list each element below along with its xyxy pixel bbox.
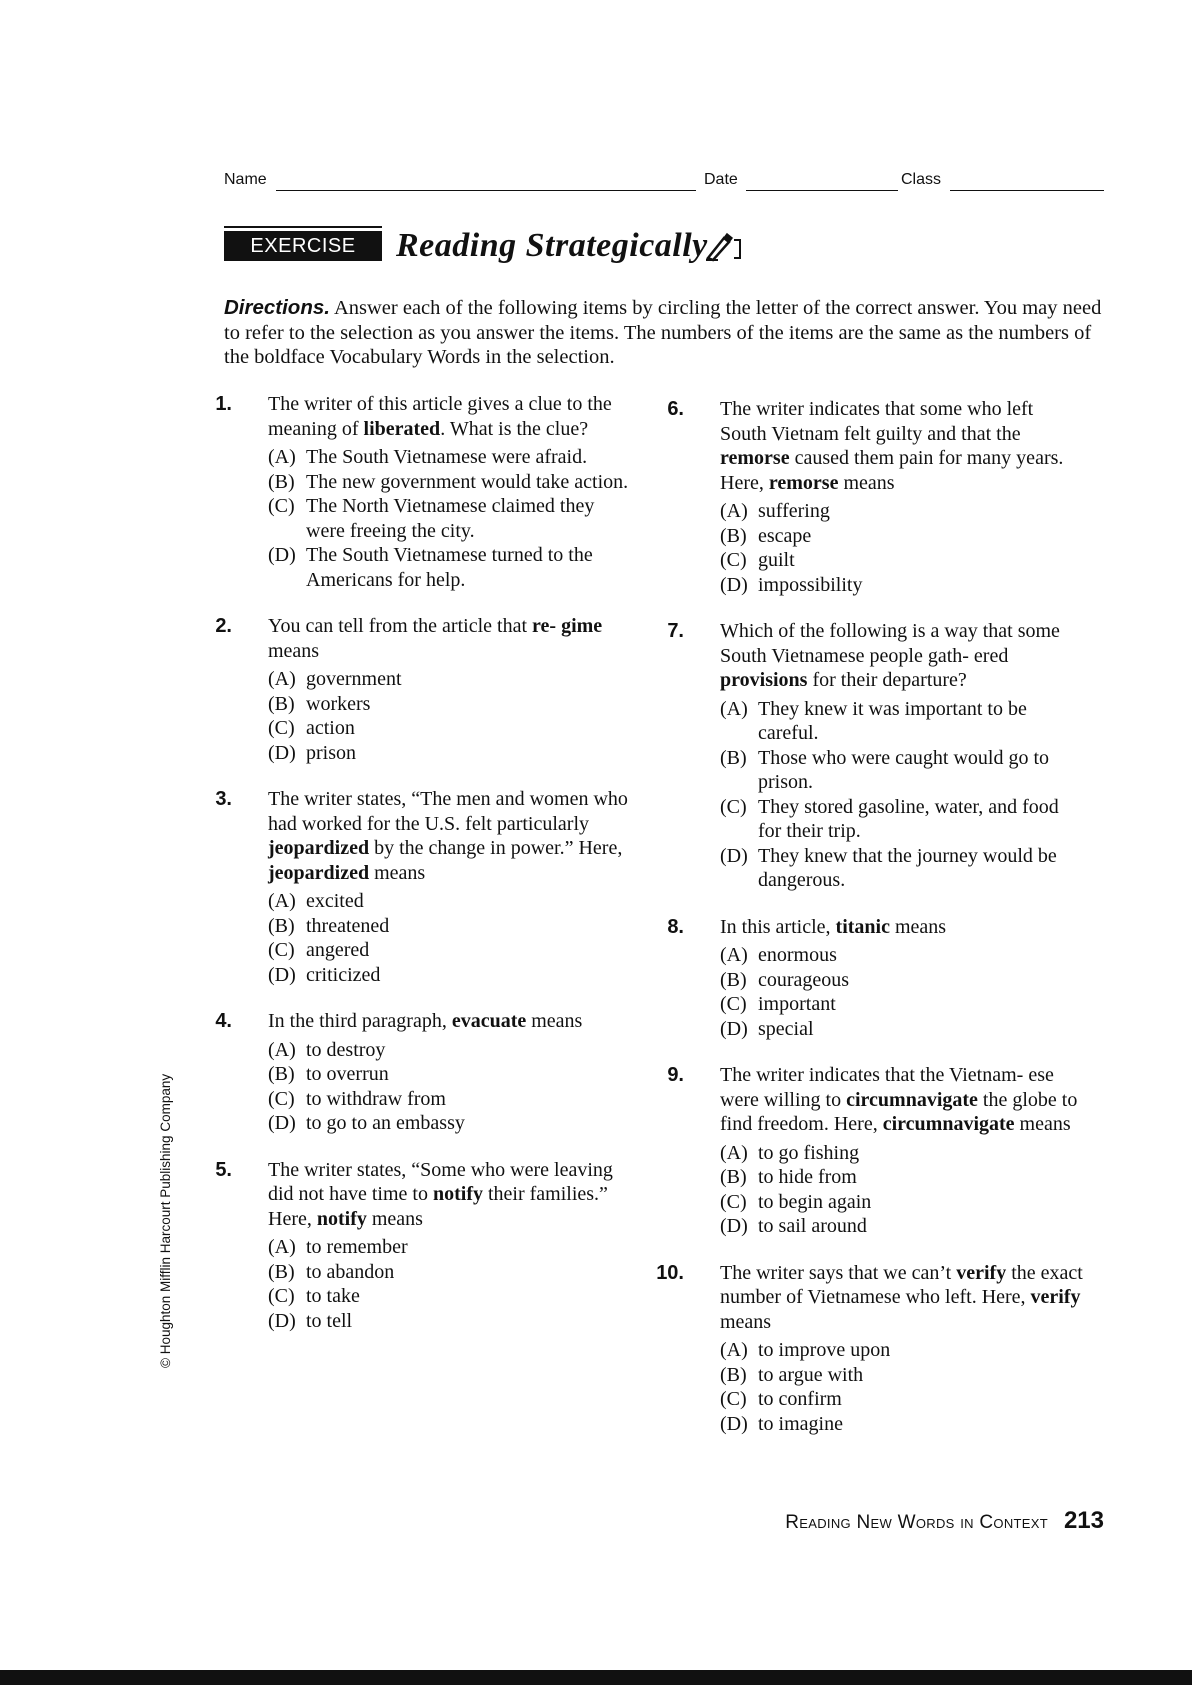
vocabulary-word: notify (432, 1183, 483, 1205)
answer-option[interactable] (268, 1284, 632, 1309)
question-stem (720, 915, 1084, 940)
stem-text: You can tell from the article that (268, 615, 533, 637)
answer-option[interactable] (268, 914, 632, 939)
option-letter[interactable]: (C) (268, 1285, 295, 1307)
answer-option[interactable] (268, 963, 632, 988)
option-text: to remember (306, 1236, 408, 1258)
stem-text: means (366, 1207, 423, 1230)
answer-option[interactable] (268, 741, 632, 766)
option-text: impossibility (758, 573, 863, 596)
option-letter[interactable]: (A) (268, 446, 296, 468)
banner-rule (224, 226, 382, 228)
option-text: They knew that the journey would be dangerous. (758, 844, 1057, 891)
answer-options (268, 889, 632, 987)
stem-text: The writer indicates that the Vietnam- ese were willing to (720, 1064, 1054, 1111)
page-number: 213 (1063, 1507, 1104, 1534)
answer-options (268, 1038, 632, 1136)
option-text: to go to an embassy (306, 1112, 465, 1134)
option-letter[interactable]: (A) (268, 668, 296, 690)
answer-option[interactable] (268, 445, 632, 470)
stem-text: The writer indicates that some who left South Vietnam felt guilty and that the (720, 398, 1034, 445)
answer-option[interactable] (720, 844, 1084, 893)
option-letter[interactable]: (D) (268, 1112, 296, 1134)
option-letter[interactable]: (D) (720, 844, 748, 867)
answer-option[interactable] (268, 716, 632, 741)
question-item (667, 397, 1084, 597)
question-item (215, 787, 632, 987)
answer-option[interactable] (268, 1309, 632, 1334)
stem-text: In the third paragraph, (268, 1010, 452, 1032)
option-text: The South Vietnamese turned to the Americans for help. (306, 544, 593, 591)
option-letter[interactable]: (C) (268, 495, 295, 517)
option-text: to argue with (758, 1363, 864, 1386)
option-text: to abandon (306, 1260, 395, 1283)
option-letter[interactable]: (C) (268, 939, 295, 961)
directions (224, 296, 1114, 370)
option-letter[interactable]: (B) (268, 470, 295, 493)
option-text: to tell (306, 1309, 353, 1332)
vocabulary-word: verify (956, 1261, 1007, 1284)
option-letter[interactable]: (A) (268, 1038, 296, 1061)
exercise-label: EXERCISE (224, 231, 382, 261)
option-letter[interactable]: (B) (268, 914, 295, 937)
option-text: to withdraw from (306, 1087, 446, 1110)
option-text: special (758, 1017, 814, 1040)
class-label: Class (901, 171, 942, 188)
option-text: to overrun (306, 1063, 389, 1085)
stem-text: the exact number of Vietnamese who left. Here, (720, 1261, 1083, 1308)
option-text: The North Vietnamese claimed they were freeing the city. (306, 495, 595, 542)
option-letter[interactable]: (B) (268, 1063, 295, 1085)
option-letter[interactable]: (C) (720, 549, 747, 571)
vocabulary-word: jeopardized (268, 861, 370, 884)
option-letter[interactable]: (A) (720, 944, 748, 966)
option-letter[interactable]: (D) (268, 1309, 296, 1332)
option-text: threatened (306, 914, 390, 937)
answer-option[interactable] (720, 1363, 1084, 1388)
answer-option[interactable] (720, 746, 1084, 795)
question-stem (720, 619, 1084, 693)
option-text: workers (306, 692, 371, 715)
directions-label: Directions. (224, 296, 330, 319)
option-letter[interactable]: (C) (720, 1388, 747, 1410)
question-number: 2. (215, 615, 232, 637)
option-text: Those who were caught would go to prison. (758, 746, 1050, 793)
option-text: government (306, 668, 402, 690)
pen-writing-icon (704, 232, 744, 262)
option-text: important (758, 993, 836, 1015)
option-text: The new government would take action. (306, 470, 629, 493)
stem-text: Which of the following is a way that some South Vietnamese people gath- ered (720, 620, 1060, 667)
stem-text: means (838, 471, 895, 494)
option-text: angered (306, 939, 370, 961)
option-letter[interactable]: (D) (268, 741, 296, 764)
vocabulary-word: verify (1030, 1286, 1081, 1308)
answer-option[interactable] (720, 573, 1084, 598)
vocabulary-word: circumnavigate (846, 1088, 978, 1111)
option-letter[interactable]: (D) (720, 1412, 748, 1435)
name-line[interactable] (276, 190, 696, 191)
option-letter[interactable]: (A) (720, 1141, 748, 1164)
answer-option[interactable] (720, 968, 1084, 993)
option-text: to go fishing (758, 1141, 860, 1164)
answer-option[interactable] (720, 795, 1084, 844)
question-stem (268, 392, 632, 441)
answer-option[interactable] (720, 992, 1084, 1017)
option-letter[interactable]: (B) (720, 746, 747, 769)
question-item (667, 915, 1084, 1042)
option-text: guilt (758, 549, 795, 571)
option-text: suffering (758, 500, 830, 522)
question-item (215, 1009, 632, 1136)
option-text: They knew it was important to be careful. (758, 697, 1027, 744)
answer-option[interactable] (720, 1387, 1084, 1412)
option-letter[interactable]: (C) (268, 717, 295, 739)
answer-option[interactable] (268, 692, 632, 717)
question-stem (268, 1158, 632, 1232)
option-letter[interactable]: (A) (720, 1339, 748, 1361)
bottom-border (0, 1670, 1192, 1685)
vocabulary-word: titanic (835, 915, 890, 938)
vocabulary-word: notify (316, 1207, 367, 1230)
question-stem (720, 397, 1084, 495)
stem-text: means (889, 915, 947, 938)
stem-text: the globe to find freedom. Here, (720, 1088, 1078, 1135)
answer-option[interactable] (268, 1111, 632, 1136)
answer-option[interactable] (268, 1038, 632, 1063)
answer-option[interactable] (720, 943, 1084, 968)
option-letter[interactable]: (A) (720, 500, 748, 522)
option-text: The South Vietnamese were afraid. (306, 446, 588, 468)
vocabulary-word: liberated (363, 417, 441, 440)
vocabulary-word: remorse (720, 447, 790, 469)
header-fields (224, 171, 1104, 193)
option-text: escape (758, 524, 812, 547)
stem-text: The writer says that we can’t (720, 1261, 957, 1284)
answer-option[interactable] (268, 1235, 632, 1260)
stem-text: The writer states, “Some who were leaving did not have time to (268, 1158, 613, 1205)
option-letter[interactable]: (C) (720, 993, 747, 1015)
answer-option[interactable] (720, 1190, 1084, 1215)
question-stem (268, 614, 632, 663)
answer-option[interactable] (268, 938, 632, 963)
answer-options (268, 667, 632, 765)
vocabulary-word: jeopardized (268, 837, 370, 859)
option-letter[interactable]: (A) (268, 1236, 296, 1258)
stem-text: In this article, (720, 915, 836, 938)
option-text: criticized (306, 963, 381, 986)
option-letter[interactable]: (D) (720, 1017, 748, 1040)
answer-option[interactable] (720, 1214, 1084, 1239)
option-letter[interactable]: (B) (720, 968, 747, 991)
option-letter[interactable]: (B) (720, 1363, 747, 1386)
question-number: 4. (215, 1010, 232, 1032)
answer-option[interactable] (268, 470, 632, 495)
option-text: to destroy (306, 1038, 386, 1061)
option-letter[interactable]: (C) (268, 1087, 295, 1110)
answer-options (720, 1338, 1084, 1436)
question-item (215, 392, 632, 592)
question-stem (268, 787, 632, 885)
question-item (667, 1063, 1084, 1239)
stem-text: means (369, 861, 426, 884)
question-item (656, 1261, 1084, 1437)
question-stem (720, 1063, 1084, 1137)
page-footer (740, 1507, 1104, 1535)
option-letter[interactable]: (A) (720, 697, 748, 720)
option-text: action (306, 717, 355, 739)
answer-option[interactable] (720, 1165, 1084, 1190)
option-letter[interactable]: (C) (720, 1190, 747, 1213)
answer-option[interactable] (268, 889, 632, 914)
question-number: 6. (667, 398, 684, 420)
stem-text: . What is the clue? (440, 417, 589, 440)
stem-text: means (268, 639, 320, 662)
exercise-banner (224, 226, 764, 266)
answer-option[interactable] (720, 548, 1084, 573)
copyright-notice: © Houghton Mifflin Harcourt Publishing Company (158, 1073, 173, 1368)
vocabulary-word: provisions (720, 669, 808, 691)
question-number: 9. (667, 1064, 684, 1086)
answer-options (720, 943, 1084, 1041)
option-letter[interactable]: (D) (720, 573, 748, 596)
option-letter[interactable]: (A) (268, 890, 296, 912)
question-number: 10. (656, 1261, 684, 1284)
question-item (215, 1158, 632, 1334)
vocabulary-word: remorse (768, 471, 839, 494)
question-item (215, 614, 632, 765)
exercise-title: Reading Strategically (396, 227, 708, 264)
answer-options (720, 697, 1084, 893)
option-letter[interactable]: (B) (720, 524, 747, 547)
option-text: to hide from (758, 1166, 857, 1188)
option-text: courageous (758, 968, 850, 991)
option-text: to confirm (758, 1388, 842, 1410)
answer-option[interactable] (268, 667, 632, 692)
vocabulary-word: re- gime (532, 615, 603, 637)
question-stem (720, 1261, 1084, 1335)
answer-option[interactable] (720, 1338, 1084, 1363)
question-number: 7. (667, 620, 684, 642)
option-text: to improve upon (758, 1339, 891, 1361)
questions-left-column (215, 392, 632, 1355)
answer-option[interactable] (720, 1412, 1084, 1437)
answer-options (268, 445, 632, 592)
stem-text: means (720, 1310, 772, 1333)
question-item (667, 619, 1084, 893)
answer-options (720, 499, 1084, 597)
answer-option[interactable] (268, 494, 632, 543)
option-text: to sail around (758, 1215, 867, 1237)
vocabulary-word: evacuate (451, 1010, 527, 1032)
option-letter[interactable]: (B) (720, 1166, 747, 1188)
option-letter[interactable]: (C) (720, 795, 747, 818)
answer-options (268, 1235, 632, 1333)
answer-option[interactable] (720, 499, 1084, 524)
answer-option[interactable] (268, 543, 632, 592)
stem-text: for their departure? (807, 669, 967, 691)
stem-text: their families.” Here, (268, 1183, 608, 1230)
stem-text: by the change in power.” Here, (369, 837, 623, 859)
stem-text: caused them pain for many years. Here, (720, 447, 1064, 494)
class-line[interactable] (950, 190, 1104, 191)
option-letter[interactable]: (D) (268, 963, 296, 986)
question-number: 8. (667, 915, 684, 938)
answer-option[interactable] (268, 1260, 632, 1285)
stem-text: The writer of this article gives a clue to the meaning of (268, 393, 612, 440)
question-number: 1. (215, 393, 232, 415)
stem-text: means (526, 1010, 583, 1032)
question-stem (268, 1009, 632, 1034)
questions-right-column (656, 397, 1084, 1458)
footer-title: Reading New Words in Context (785, 1512, 1048, 1533)
vocabulary-word: circumnavigate (882, 1113, 1015, 1135)
answer-option[interactable] (720, 1141, 1084, 1166)
name-label: Name (224, 171, 267, 188)
stem-text: The writer states, “The men and women who had worked for the U.S. felt particularly (268, 788, 628, 835)
answer-option[interactable] (720, 1017, 1084, 1042)
answer-option[interactable] (268, 1062, 632, 1087)
option-text: enormous (758, 944, 837, 966)
option-letter[interactable]: (B) (268, 692, 295, 715)
question-number: 3. (215, 788, 232, 810)
option-text: to imagine (758, 1412, 843, 1435)
option-text: to begin again (758, 1190, 872, 1213)
option-letter[interactable]: (D) (720, 1215, 748, 1237)
option-text: excited (306, 890, 364, 912)
date-label: Date (704, 171, 738, 188)
option-text: They stored gasoline, water, and food for their trip. (758, 795, 1059, 842)
answer-option[interactable] (720, 524, 1084, 549)
answer-option[interactable] (268, 1087, 632, 1112)
option-letter[interactable]: (B) (268, 1260, 295, 1283)
answer-option[interactable] (720, 697, 1084, 746)
answer-options (720, 1141, 1084, 1239)
option-letter[interactable]: (D) (268, 544, 296, 566)
stem-text: means (1014, 1113, 1071, 1135)
date-line[interactable] (746, 190, 898, 191)
directions-text: Answer each of the following items by circling the letter of the correct answer. You may need to refer to the selection as you answer the items. The numbers of the items are the same as the numbers of the boldface Vocabulary Words in the selection. (224, 297, 1102, 368)
option-text: prison (306, 741, 356, 764)
option-text: to take (306, 1285, 360, 1307)
question-number: 5. (215, 1158, 232, 1181)
